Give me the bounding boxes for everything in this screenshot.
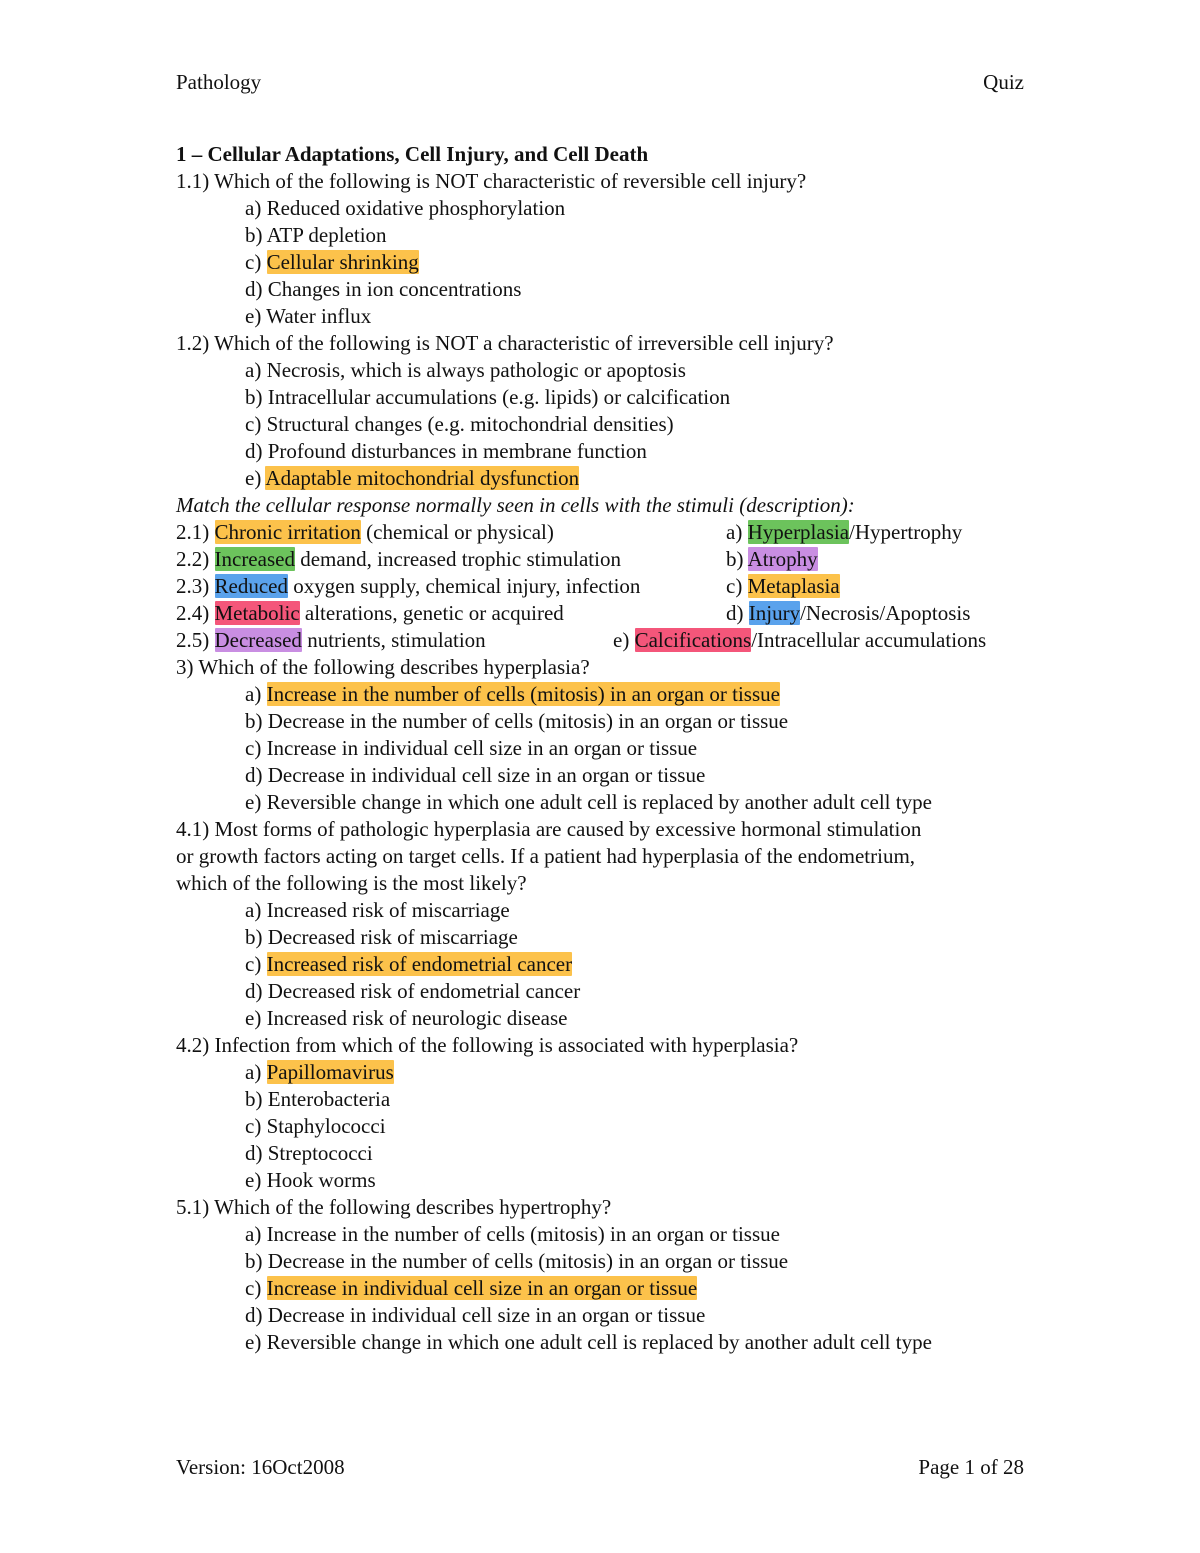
match-response <box>726 519 1036 546</box>
question-1-2: 1.2) Which of the following is NOT a characteristic of irreversible cell injury? <box>176 331 834 355</box>
answer-highlight: Papillomavirus <box>266 1060 394 1084</box>
response-rest: /Intracellular accumulations <box>751 628 987 652</box>
option-4-1-c <box>176 951 1036 978</box>
stimulus-rest: (chemical or physical) <box>360 520 554 544</box>
match-response <box>726 600 1036 627</box>
match-row-2-3 <box>176 573 1036 600</box>
page-footer <box>176 1455 1024 1485</box>
response-highlight: Calcifications <box>634 628 752 652</box>
response-prefix: c) <box>726 574 748 598</box>
option-3-d: d) Decrease in individual cell size in an organ or tissue <box>245 763 706 787</box>
match-instruction: Match the cellular response normally seen in cells with the stimuli (description): <box>176 493 855 517</box>
match-stimulus <box>176 600 726 627</box>
stimulus-highlight: Metabolic <box>214 601 300 625</box>
page-header <box>176 70 1024 100</box>
question-3: 3) Which of the following describes hyperplasia? <box>176 655 590 679</box>
option-1-2-e <box>176 465 1036 492</box>
answer-highlight: Adaptable mitochondrial dysfunction <box>265 466 580 490</box>
match-response <box>726 573 1036 600</box>
match-response <box>726 546 1036 573</box>
option-4-2-b: b) Enterobacteria <box>245 1087 391 1111</box>
footer-version: Version: 16Oct2008 <box>176 1455 345 1479</box>
question-5-1: 5.1) Which of the following describes hypertrophy? <box>176 1195 612 1219</box>
response-prefix: a) <box>726 520 748 544</box>
option-5-1-b: b) Decrease in the number of cells (mitosis) in an organ or tissue <box>245 1249 789 1273</box>
option-1-1-c <box>176 249 1036 276</box>
option-1-1-e: e) Water influx <box>245 304 372 328</box>
quiz-content <box>176 141 1036 1356</box>
option-1-2-c: c) Structural changes (e.g. mitochondrial densities) <box>245 412 674 436</box>
option-prefix: c) <box>245 952 267 976</box>
option-3-b: b) Decrease in the number of cells (mitosis) in an organ or tissue <box>245 709 789 733</box>
option-prefix: a) <box>245 682 267 706</box>
stimulus-rest: nutrients, stimulation <box>301 628 486 652</box>
option-5-1-e: e) Reversible change in which one adult cell is replaced by another adult cell type <box>245 1330 932 1354</box>
option-3-a <box>176 681 1036 708</box>
option-5-1-a: a) Increase in the number of cells (mitosis) in an organ or tissue <box>245 1222 780 1246</box>
match-row-2-1 <box>176 519 1036 546</box>
match-row-2-2 <box>176 546 1036 573</box>
match-num: 2.3) <box>176 574 215 598</box>
question-4-1-line-3: which of the following is the most likely? <box>176 871 527 895</box>
match-stimulus <box>176 573 726 600</box>
answer-highlight: Cellular shrinking <box>266 250 419 274</box>
match-num: 2.2) <box>176 547 215 571</box>
match-stimulus <box>176 546 726 573</box>
header-doc-type: Quiz <box>983 70 1024 94</box>
question-4-2: 4.2) Infection from which of the following is associated with hyperplasia? <box>176 1033 799 1057</box>
response-rest: /Necrosis/Apoptosis <box>800 601 971 625</box>
match-stimulus <box>176 627 613 654</box>
stimulus-highlight: Chronic irritation <box>214 520 361 544</box>
option-4-2-e: e) Hook worms <box>245 1168 376 1192</box>
option-prefix: c) <box>245 250 267 274</box>
option-4-2-c: c) Staphylococci <box>245 1114 386 1138</box>
stimulus-highlight: Decreased <box>214 628 302 652</box>
response-prefix: b) <box>726 547 748 571</box>
option-5-1-d: d) Decrease in individual cell size in an organ or tissue <box>245 1303 706 1327</box>
option-prefix: e) <box>245 466 266 490</box>
response-rest: /Hypertrophy <box>849 520 963 544</box>
match-response <box>613 627 1036 654</box>
answer-highlight: Increase in individual cell size in an organ or tissue <box>266 1276 698 1300</box>
match-num: 2.1) <box>176 520 215 544</box>
option-1-2-d: d) Profound disturbances in membrane function <box>245 439 647 463</box>
option-4-2-a <box>176 1059 1036 1086</box>
question-4-1-line-1: 4.1) Most forms of pathologic hyperplasia are caused by excessive hormonal stimulation <box>176 817 922 841</box>
question-4-1-line-2: or growth factors acting on target cells. If a patient had hyperplasia of the endometrium, <box>176 844 916 868</box>
option-4-1-e: e) Increased risk of neurologic disease <box>245 1006 568 1030</box>
option-1-1-a: a) Reduced oxidative phosphorylation <box>245 196 566 220</box>
option-1-2-a: a) Necrosis, which is always pathologic or apoptosis <box>245 358 686 382</box>
match-row-2-5 <box>176 627 1036 654</box>
option-prefix: c) <box>245 1276 267 1300</box>
option-1-1-b: b) ATP depletion <box>245 223 387 247</box>
option-1-1-d: d) Changes in ion concentrations <box>245 277 522 301</box>
stimulus-rest: demand, increased trophic stimulation <box>294 547 621 571</box>
response-highlight: Injury <box>748 601 801 625</box>
option-4-1-b: b) Decreased risk of miscarriage <box>245 925 518 949</box>
response-highlight: Metaplasia <box>747 574 840 598</box>
stimulus-rest: oxygen supply, chemical injury, infection <box>287 574 641 598</box>
match-row-2-4 <box>176 600 1036 627</box>
stimulus-highlight: Reduced <box>214 574 288 598</box>
header-subject: Pathology <box>176 70 262 94</box>
option-prefix: a) <box>245 1060 267 1084</box>
option-4-2-d: d) Streptococci <box>245 1141 373 1165</box>
option-4-1-d: d) Decreased risk of endometrial cancer <box>245 979 581 1003</box>
response-prefix: d) <box>726 601 749 625</box>
response-prefix: e) <box>613 628 635 652</box>
answer-highlight: Increase in the number of cells (mitosis) in an organ or tissue <box>266 682 780 706</box>
section-title: 1 – Cellular Adaptations, Cell Injury, and Cell Death <box>176 142 649 166</box>
response-highlight: Atrophy <box>747 547 818 571</box>
option-5-1-c <box>176 1275 1036 1302</box>
match-stimulus <box>176 519 726 546</box>
question-1-1: 1.1) Which of the following is NOT characteristic of reversible cell injury? <box>176 169 807 193</box>
option-3-c: c) Increase in individual cell size in an organ or tissue <box>245 736 698 760</box>
answer-highlight: Increased risk of endometrial cancer <box>266 952 573 976</box>
option-4-1-a: a) Increased risk of miscarriage <box>245 898 510 922</box>
stimulus-rest: alterations, genetic or acquired <box>299 601 564 625</box>
option-3-e: e) Reversible change in which one adult cell is replaced by another adult cell type <box>245 790 932 814</box>
option-1-2-b: b) Intracellular accumulations (e.g. lipids) or calcification <box>245 385 731 409</box>
match-num: 2.4) <box>176 601 215 625</box>
stimulus-highlight: Increased <box>214 547 295 571</box>
response-highlight: Hyperplasia <box>747 520 850 544</box>
footer-page-number: Page 1 of 28 <box>918 1455 1024 1479</box>
match-num: 2.5) <box>176 628 215 652</box>
